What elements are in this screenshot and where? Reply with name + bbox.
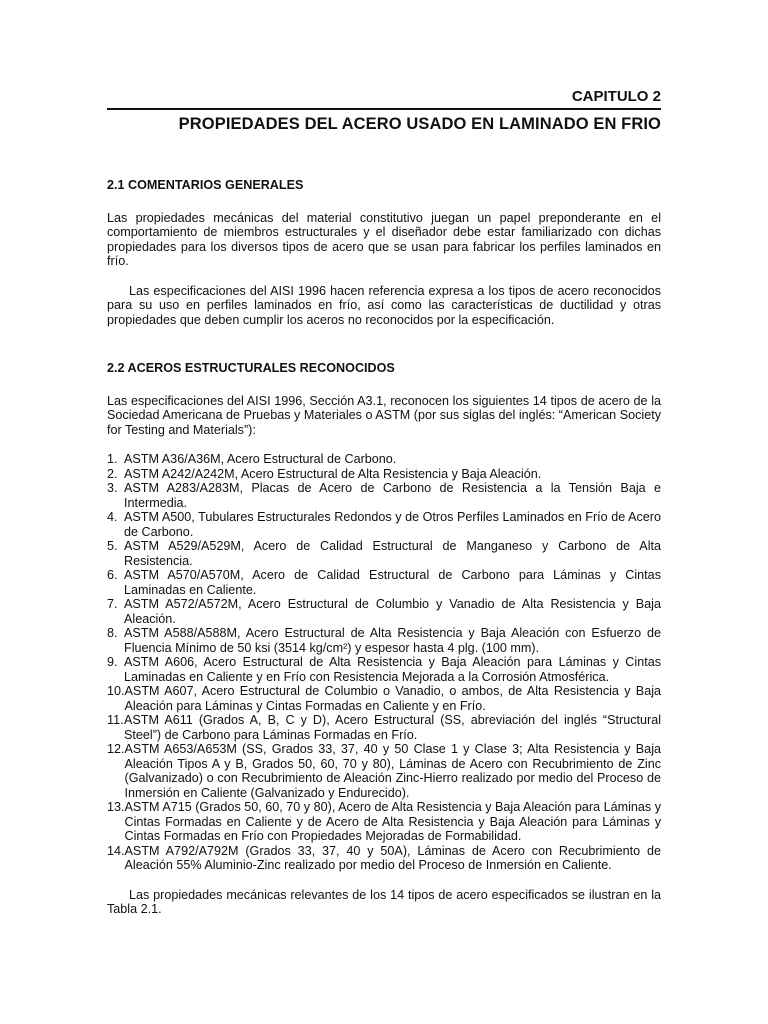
paragraph-general-1: Las propiedades mecánicas del material constitutivo juegan un papel preponderante en el comportamiento de miembros estructurales y el diseñador debe estar familiarizado con dichas propiedades para los diversos tipos de acero que se usan para fabricar los perfiles laminados en frío. bbox=[107, 210, 661, 268]
list-item-number: 14. bbox=[107, 843, 125, 858]
list-item bbox=[107, 467, 661, 482]
list-item-number: 3. bbox=[107, 481, 118, 495]
list-item-number: 6. bbox=[107, 568, 118, 582]
section-heading-2-2: 2.2 ACEROS ESTRUCTURALES RECONOCIDOS bbox=[107, 361, 395, 375]
chapter-label: CAPITULO 2 bbox=[571, 88, 661, 105]
list-item-number: 5. bbox=[107, 539, 118, 553]
paragraph-steels-intro: Las especificaciones del AISI 1996, Sección A3.1, reconocen los siguientes 14 tipos de acero de la Sociedad Americana de Pruebas y Materiales o ASTM (por sus siglas del inglés: “American Society for Testing and Materials”): bbox=[107, 393, 661, 437]
list-item-number: 11. bbox=[107, 713, 124, 727]
list-item-text: ASTM A611 (Grados A, B, C y D), Acero Estructural (SS, abreviación del inglés “Structural Steel”) de Carbono para Láminas Formadas en Frío. bbox=[124, 713, 661, 742]
list-item bbox=[107, 481, 661, 510]
list-item bbox=[107, 844, 661, 873]
list-item bbox=[107, 510, 661, 539]
list-item-text: ASTM A570/A570M, Acero de Calidad Estructural de Carbono para Láminas y Cintas Laminadas en Caliente. bbox=[124, 568, 661, 597]
list-item bbox=[107, 539, 661, 568]
header-divider bbox=[107, 108, 661, 110]
section-heading-2-1: 2.1 COMENTARIOS GENERALES bbox=[107, 178, 304, 192]
list-item bbox=[107, 655, 661, 684]
list-item-text: ASTM A715 (Grados 50, 60, 70 y 80), Acero de Alta Resistencia y Baja Aleación para Láminas y Cintas Formadas en Caliente y de Acero de Alta Resistencia y Baja Aleación para Láminas y Cintas Formadas en Frío con Propiedades Mejoradas de Formabilidad. bbox=[124, 800, 661, 843]
list-item-text: ASTM A607, Acero Estructural de Columbio o Vanadio, o ambos, de Alta Resistencia y Baja Aleación para Láminas y Cintas Formadas en Caliente y en Frío. bbox=[124, 684, 661, 713]
paragraph-closing: Las propiedades mecánicas relevantes de los 14 tipos de acero especificados se ilustran en la Tabla 2.1. bbox=[107, 887, 661, 916]
list-item-number: 10. bbox=[107, 684, 125, 698]
list-item-number: 7. bbox=[107, 597, 118, 611]
list-item-text: ASTM A572/A572M, Acero Estructural de Columbio y Vanadio de Alta Resistencia y Baja Aleación. bbox=[124, 597, 661, 626]
paragraph-general-2: Las especificaciones del AISI 1996 hacen referencia expresa a los tipos de acero reconocidos para su uso en perfiles laminados en frío, así como las características de ductilidad y otras propiedades que deben cumplir los aceros no reconocidos por la especificación. bbox=[107, 283, 661, 327]
list-item bbox=[107, 742, 661, 800]
list-item-text: ASTM A792/A792M (Grados 33, 37, 40 y 50A), Láminas de Acero con Recubrimiento de Aleación 55% Aluminio-Zinc realizado por medio del Proceso de Inmersión en Caliente. bbox=[124, 843, 661, 872]
list-item-number: 1. bbox=[107, 452, 118, 466]
list-item-text: ASTM A529/A529M, Acero de Calidad Estructural de Manganeso y Carbono de Alta Resistencia. bbox=[124, 539, 661, 568]
list-item-text: ASTM A283/A283M, Placas de Acero de Carbono de Resistencia a la Tensión Baja e Intermedia. bbox=[124, 481, 661, 510]
list-item-text: ASTM A36/A36M, Acero Estructural de Carbono. bbox=[124, 452, 397, 466]
list-item-number: 8. bbox=[107, 626, 118, 640]
list-item bbox=[107, 626, 661, 655]
list-item bbox=[107, 597, 661, 626]
list-item bbox=[107, 452, 661, 467]
document-body bbox=[107, 178, 661, 917]
list-item-text: ASTM A653/A653M (SS, Grados 33, 37, 40 y 50 Clase 1 y Clase 3; Alta Resistencia y Baja Aleación Tipos A y B, Grados 50, 60, 70 y 80), Láminas de Acero con Recubrimiento de Zinc (Galvanizado) o con Recubrimiento de Aleación Zinc-Hierro realizado por medio del Proceso de Inmersión en Caliente (Galvanizado y Endurecido). bbox=[124, 742, 661, 800]
steel-types-list bbox=[107, 452, 661, 873]
list-item-text: ASTM A606, Acero Estructural de Alta Resistencia y Baja Aleación para Láminas y Cintas Laminadas en Caliente y en Frío con Resistencia Mejorada a la Corrosión Atmosférica. bbox=[124, 655, 661, 684]
list-item bbox=[107, 800, 661, 844]
list-item bbox=[107, 684, 661, 713]
list-item-text: ASTM A500, Tubulares Estructurales Redondos y de Otros Perfiles Laminados en Frío de Acero de Carbono. bbox=[124, 510, 661, 539]
list-item-number: 4. bbox=[107, 510, 118, 524]
list-item-number: 9. bbox=[107, 655, 118, 669]
list-item-number: 12. bbox=[107, 742, 125, 756]
page-title: PROPIEDADES DEL ACERO USADO EN LAMINADO EN FRIO bbox=[178, 115, 661, 133]
list-item-number: 13. bbox=[107, 800, 125, 814]
list-item-text: ASTM A588/A588M, Acero Estructural de Alta Resistencia y Baja Aleación con Esfuerzo de Fluencia Mínimo de 50 ksi (3514 kg/cm²) y espesor hasta 4 plg. (100 mm). bbox=[124, 626, 661, 655]
list-item bbox=[107, 713, 661, 742]
list-item bbox=[107, 568, 661, 597]
list-item-text: ASTM A242/A242M, Acero Estructural de Alta Resistencia y Baja Aleación. bbox=[124, 466, 542, 481]
list-item-number: 2. bbox=[107, 466, 118, 481]
